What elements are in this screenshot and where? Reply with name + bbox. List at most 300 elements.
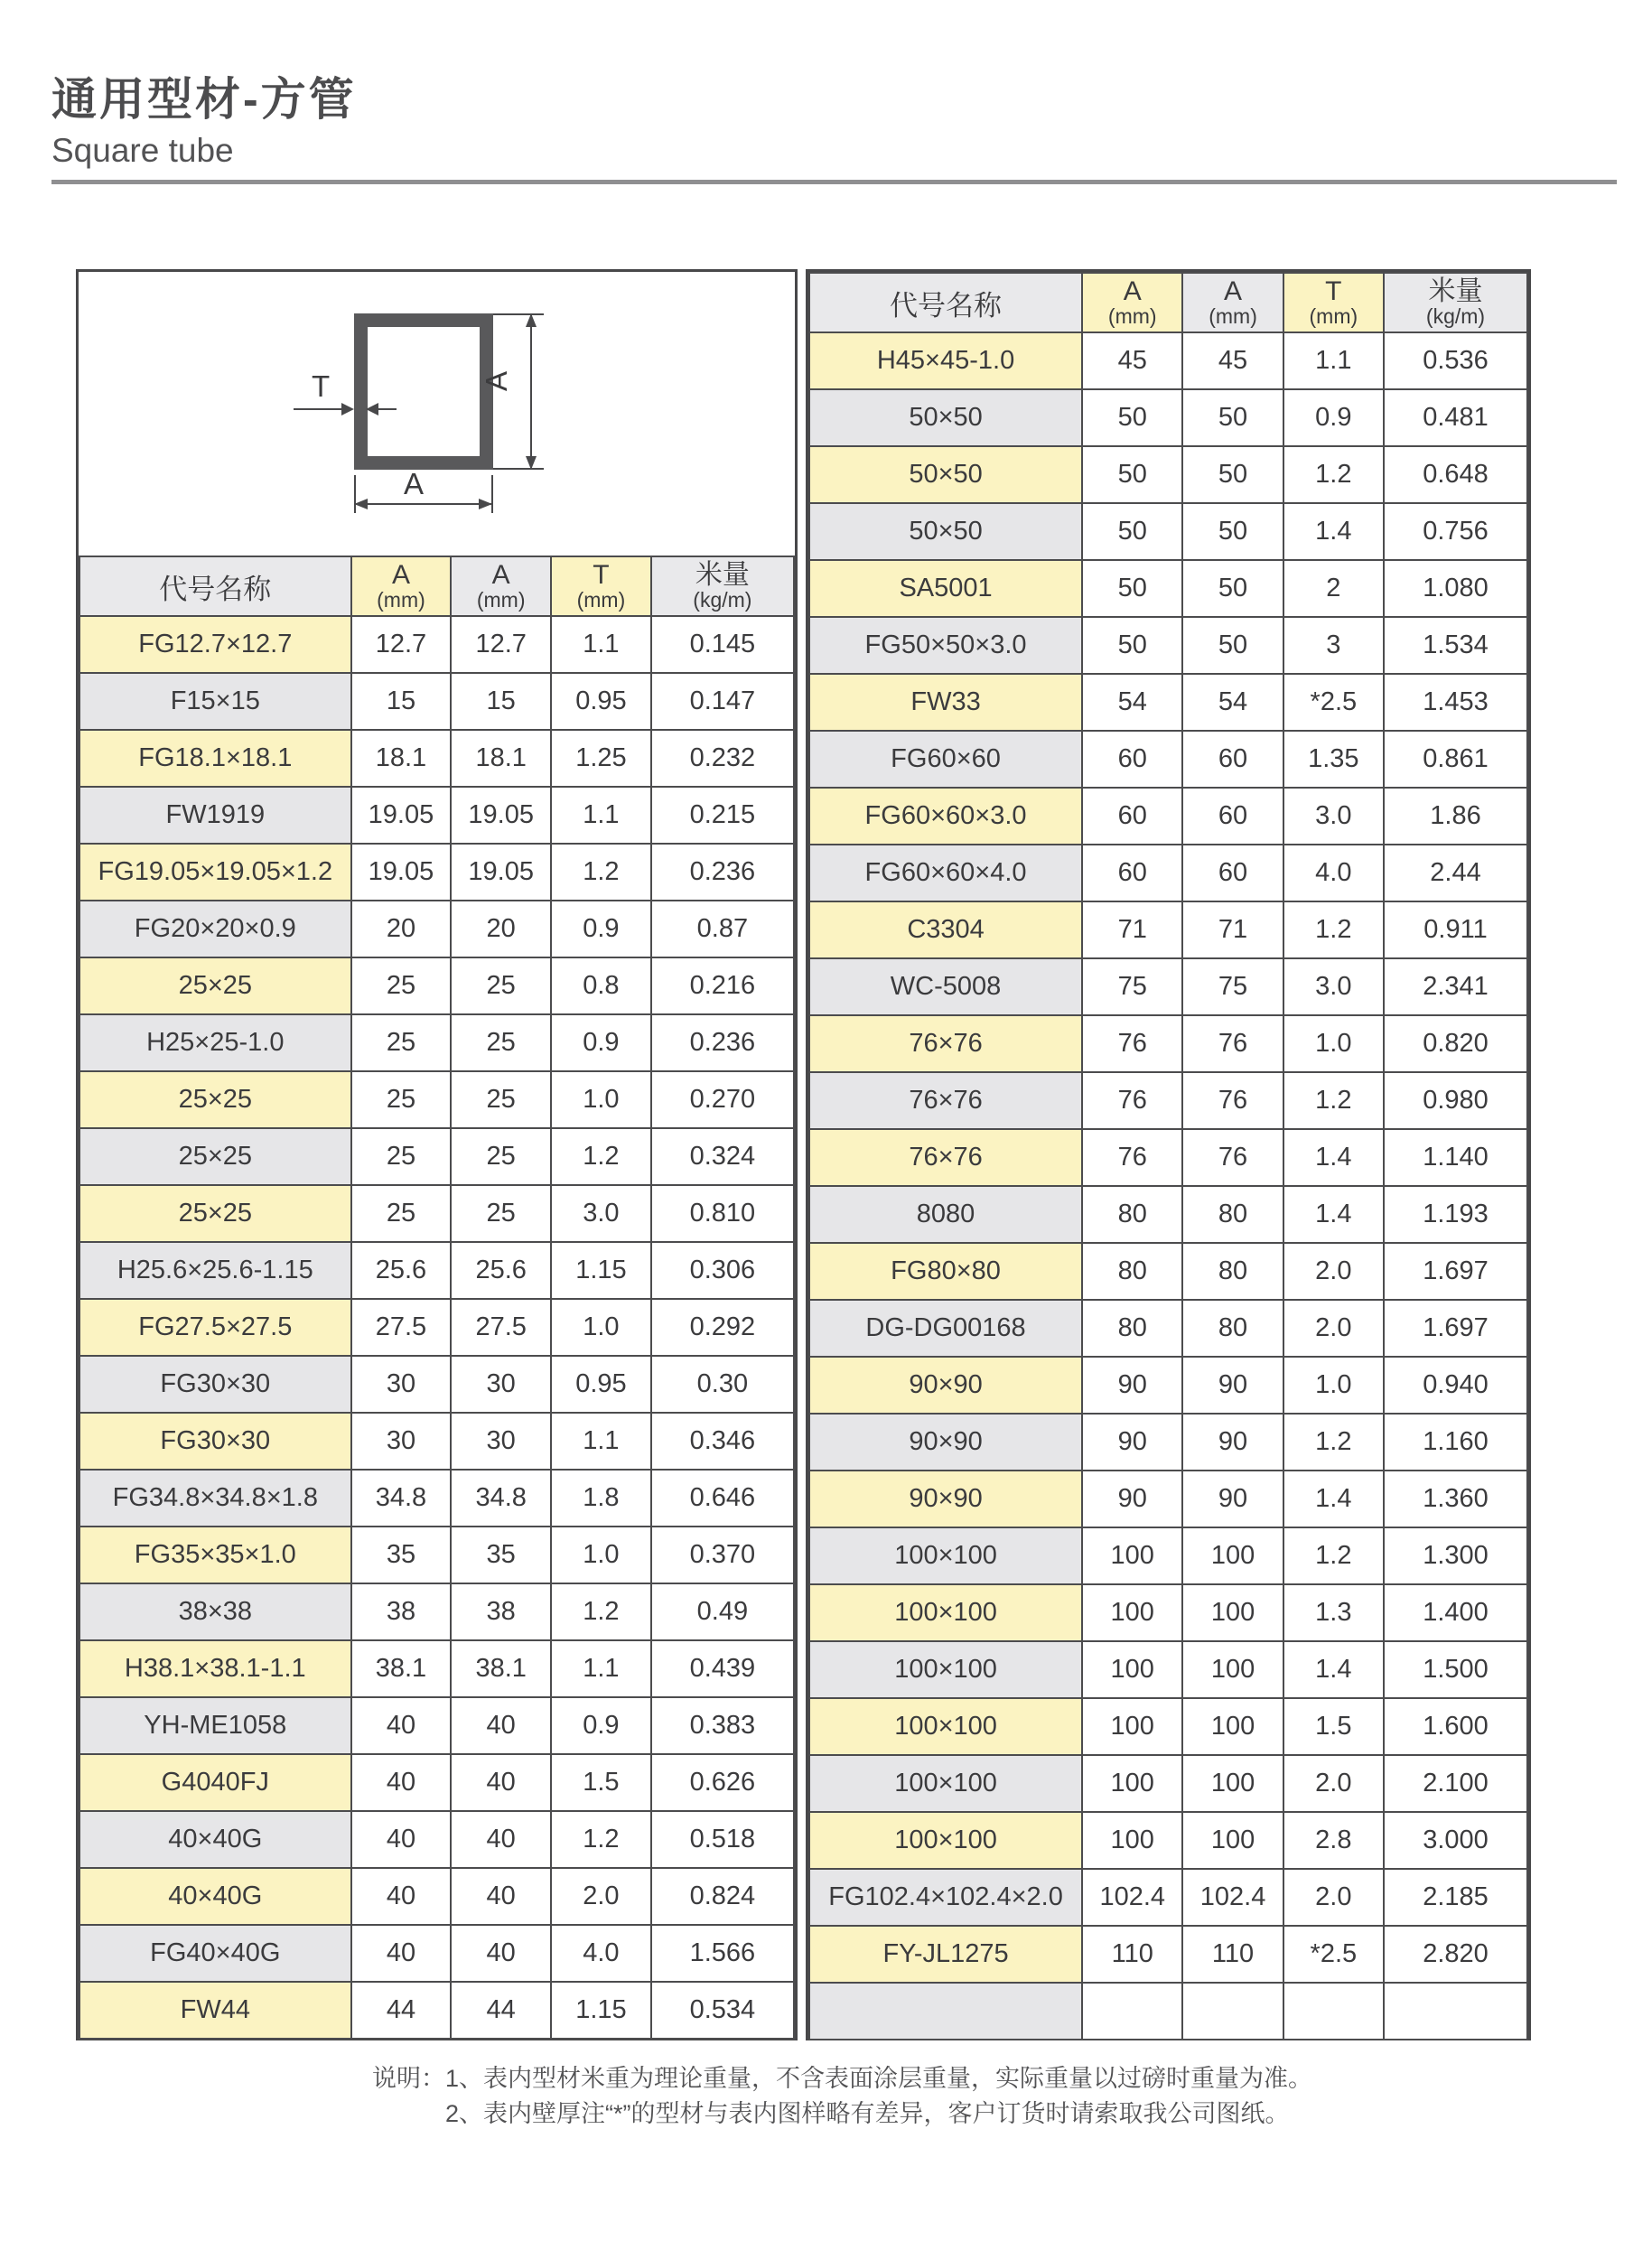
profile-code-cell: 8080 [809,1186,1082,1243]
value-cell: 0.810 [651,1185,794,1242]
value-cell: 0.9 [1283,389,1384,446]
value-cell: 0.861 [1384,731,1527,788]
value-cell: 80 [1182,1300,1283,1357]
value-cell: 3.0 [1283,958,1384,1015]
column-header-code: 代号名称 [809,273,1082,332]
value-cell: 76 [1082,1129,1182,1186]
value-cell: 0.216 [651,957,794,1014]
bottom-dimension-label: A [404,467,425,500]
value-cell: 0.536 [1384,332,1527,389]
profile-code-cell: FW33 [809,674,1082,731]
value-cell: 0.87 [651,901,794,957]
profile-code-cell: 100×100 [809,1527,1082,1584]
table-row [79,616,794,673]
table-row [809,560,1527,617]
table-row [809,1471,1527,1527]
value-cell: 1.300 [1384,1527,1527,1584]
table-row [809,1072,1527,1129]
value-cell: 40 [451,1868,551,1925]
value-cell: 60 [1182,731,1283,788]
value-cell: 71 [1182,901,1283,958]
value-cell: 50 [1082,446,1182,503]
value-cell: 19.05 [351,787,452,844]
value-cell: 0.270 [651,1071,794,1128]
value-cell: 80 [1182,1243,1283,1300]
side-dimension-label: A [480,370,514,392]
value-cell: 40 [351,1811,452,1868]
value-cell: 27.5 [351,1299,452,1356]
value-cell: 27.5 [451,1299,551,1356]
value-cell: 1.2 [1283,1414,1384,1471]
value-cell: 1.2 [551,1811,651,1868]
value-cell: 60 [1082,845,1182,901]
value-cell: 1.160 [1384,1414,1527,1471]
footnote-line-1: 1、表内型材米重为理论重量，不含表面涂层重量，实际重量以过磅时重量为准。 [445,2065,1313,2092]
profile-code-cell: F15×15 [79,673,351,730]
profile-code-cell: FG30×30 [79,1356,351,1413]
page-subtitle: Square tube [51,132,234,169]
value-cell: 60 [1182,788,1283,845]
value-cell: 0.49 [651,1583,794,1640]
profile-code-cell: 25×25 [79,1128,351,1185]
table-row [809,674,1527,731]
value-cell: 1.4 [1283,503,1384,560]
value-cell: 100 [1082,1755,1182,1812]
profile-code-cell: FG19.05×19.05×1.2 [79,844,351,901]
value-cell: 50 [1182,389,1283,446]
column-header-weight: 米量 (kg/m) [651,556,794,616]
arrow-down-icon [526,456,537,470]
value-cell: 15 [451,673,551,730]
table-row [809,958,1527,1015]
dimension-line-horizontal [356,503,491,505]
footnote-prefix: 说明： [372,2065,445,2092]
table-row [79,673,794,730]
table-row [809,332,1527,389]
value-cell: 0.8 [551,957,651,1014]
value-cell: 50 [1182,446,1283,503]
profile-code-cell: FG18.1×18.1 [79,730,351,787]
value-cell: 40 [451,1754,551,1811]
profile-code-cell: 38×38 [79,1583,351,1640]
profile-code-cell: FG34.8×34.8×1.8 [79,1470,351,1527]
value-cell: 1.697 [1384,1243,1527,1300]
value-cell: 50 [1082,617,1182,674]
value-cell: 1.0 [551,1527,651,1583]
value-cell: 76 [1182,1072,1283,1129]
table-row [809,1983,1527,2040]
table-row [79,1071,794,1128]
value-cell: 0.324 [651,1128,794,1185]
right-table-body [809,332,1527,2040]
value-cell: 35 [451,1527,551,1583]
square-tube-cross-section [354,313,493,470]
value-cell: 2.0 [1283,1755,1384,1812]
column-header-t: T (mm) [551,556,651,616]
value-cell: 0.9 [551,901,651,957]
value-cell: 0.383 [651,1697,794,1754]
right-profile-table [808,272,1528,2040]
profile-code-cell: FG60×60 [809,731,1082,788]
value-cell: 76 [1182,1129,1283,1186]
value-cell: 1.3 [1283,1584,1384,1641]
value-cell: 0.911 [1384,901,1527,958]
value-cell: 1.080 [1384,560,1527,617]
value-cell: 2.0 [1283,1300,1384,1357]
value-cell: 1.8 [551,1470,651,1527]
value-cell: 1.0 [551,1299,651,1356]
table-row [809,1869,1527,1926]
profile-code-cell: WC-5008 [809,958,1082,1015]
value-cell: 40 [351,1697,452,1754]
value-cell: 1.15 [551,1982,651,2039]
value-cell: 3.0 [1283,788,1384,845]
table-row [79,1868,794,1925]
table-row [809,1186,1527,1243]
table-row [809,1357,1527,1414]
table-row [79,1413,794,1470]
value-cell: 60 [1082,788,1182,845]
value-cell: 0.518 [651,1811,794,1868]
value-cell: 40 [351,1925,452,1982]
value-cell: 25 [451,1071,551,1128]
value-cell: 0.9 [551,1014,651,1071]
value-cell: 19.05 [451,787,551,844]
profile-code-cell: G4040FJ [79,1754,351,1811]
value-cell: 90 [1082,1414,1182,1471]
profile-code-cell: 50×50 [809,446,1082,503]
table-row [809,1414,1527,1471]
value-cell [1283,1983,1384,2040]
left-profile-table [79,556,795,2040]
footnote-line-2: 2、表内壁厚注“*”的型材与表内图样略有差异，客户订货时请索取我公司图纸。 [445,2100,1290,2127]
value-cell: 100 [1082,1641,1182,1698]
value-cell: 2.0 [1283,1243,1384,1300]
profile-code-cell: FG80×80 [809,1243,1082,1300]
value-cell: 50 [1182,560,1283,617]
value-cell: 100 [1182,1755,1283,1812]
value-cell: 0.95 [551,673,651,730]
value-cell: 76 [1182,1015,1283,1072]
value-cell: 25 [351,1014,452,1071]
value-cell: 19.05 [351,844,452,901]
column-header-a1: A (mm) [351,556,452,616]
profile-code-cell: 100×100 [809,1812,1082,1869]
value-cell: 1.35 [1283,731,1384,788]
value-cell: 1.2 [551,844,651,901]
value-cell: 38 [351,1583,452,1640]
profile-code-cell [809,1983,1082,2040]
value-cell: 80 [1082,1186,1182,1243]
value-cell: 1.1 [551,616,651,673]
profile-code-cell: YH-ME1058 [79,1697,351,1754]
profile-code-cell: 40×40G [79,1868,351,1925]
value-cell: 0.824 [651,1868,794,1925]
value-cell: 45 [1082,332,1182,389]
value-cell: 0.236 [651,844,794,901]
table-row [809,617,1527,674]
value-cell: 25.6 [451,1242,551,1299]
value-cell: 25 [351,957,452,1014]
value-cell: 50 [1082,560,1182,617]
value-cell: 1.0 [551,1071,651,1128]
value-cell: 100 [1082,1698,1182,1755]
value-cell: 25.6 [351,1242,452,1299]
value-cell: 1.140 [1384,1129,1527,1186]
value-cell: 90 [1182,1357,1283,1414]
value-cell: 18.1 [351,730,452,787]
value-cell: 0.95 [551,1356,651,1413]
value-cell: 90 [1182,1414,1283,1471]
profile-code-cell: 76×76 [809,1129,1082,1186]
value-cell: 2.185 [1384,1869,1527,1926]
profile-code-cell: 25×25 [79,957,351,1014]
page-title: 通用型材-方管 [51,74,357,125]
table-row [79,1925,794,1982]
value-cell: 20 [351,901,452,957]
value-cell: 40 [351,1868,452,1925]
value-cell: 54 [1182,674,1283,731]
value-cell: 1.2 [551,1128,651,1185]
table-row [809,1584,1527,1641]
value-cell: 3.000 [1384,1812,1527,1869]
table-row [809,1641,1527,1698]
table-row [79,1527,794,1583]
footnotes [372,2061,1312,2132]
value-cell: 0.9 [551,1697,651,1754]
right-table-header-row [809,273,1527,332]
value-cell: 2 [1283,560,1384,617]
value-cell: 100 [1082,1527,1182,1584]
value-cell: 0.940 [1384,1357,1527,1414]
value-cell: 25 [451,1128,551,1185]
profile-code-cell: H38.1×38.1-1.1 [79,1640,351,1697]
profile-code-cell: FG50×50×3.0 [809,617,1082,674]
value-cell: 1.500 [1384,1641,1527,1698]
profile-code-cell: DG-DG00168 [809,1300,1082,1357]
value-cell: 0.232 [651,730,794,787]
value-cell: 2.0 [1283,1869,1384,1926]
value-cell: 0.215 [651,787,794,844]
column-header-code: 代号名称 [79,556,351,616]
table-row [79,1128,794,1185]
arrow-right-icon [479,499,492,509]
value-cell: 4.0 [1283,845,1384,901]
value-cell: 1.1 [551,1413,651,1470]
value-cell: 0.147 [651,673,794,730]
value-cell: 25 [451,1185,551,1242]
value-cell: 1.1 [551,1640,651,1697]
dimension-line-vertical [530,315,532,468]
value-cell: 0.756 [1384,503,1527,560]
thickness-arrow-right-icon [341,403,354,416]
value-cell: 0.646 [651,1470,794,1527]
profile-code-cell: 25×25 [79,1185,351,1242]
profile-code-cell: 90×90 [809,1471,1082,1527]
value-cell: 34.8 [351,1470,452,1527]
profile-code-cell: FG12.7×12.7 [79,616,351,673]
table-row [809,503,1527,560]
value-cell: 100 [1182,1698,1283,1755]
value-cell: 1.4 [1283,1471,1384,1527]
profile-code-cell: FW44 [79,1982,351,2039]
value-cell: 40 [451,1811,551,1868]
profile-code-cell: H45×45-1.0 [809,332,1082,389]
value-cell: 44 [451,1982,551,2039]
arrow-left-icon [354,499,368,509]
value-cell: 1.4 [1283,1129,1384,1186]
value-cell: 25 [451,957,551,1014]
table-row [79,1356,794,1413]
arrow-up-icon [526,313,537,327]
value-cell: 2.44 [1384,845,1527,901]
value-cell: 30 [351,1356,452,1413]
table-row [809,845,1527,901]
value-cell: 80 [1082,1300,1182,1357]
value-cell: 0.648 [1384,446,1527,503]
value-cell: 100 [1182,1641,1283,1698]
table-row [809,1243,1527,1300]
value-cell: 40 [351,1754,452,1811]
value-cell: 0.145 [651,616,794,673]
value-cell: 0.236 [651,1014,794,1071]
table-row [79,1982,794,2039]
value-cell: 35 [351,1527,452,1583]
value-cell: 1.697 [1384,1300,1527,1357]
value-cell: 1.1 [551,787,651,844]
value-cell [1082,1983,1182,2040]
value-cell: 1.4 [1283,1186,1384,1243]
value-cell: 0.292 [651,1299,794,1356]
value-cell: 0.534 [651,1982,794,2039]
profile-code-cell: FG102.4×102.4×2.0 [809,1869,1082,1926]
value-cell: 2.820 [1384,1926,1527,1983]
value-cell: 1.534 [1384,617,1527,674]
value-cell: 25 [451,1014,551,1071]
profile-code-cell: 25×25 [79,1071,351,1128]
value-cell: 75 [1082,958,1182,1015]
table-row [809,1300,1527,1357]
table-row [79,1583,794,1640]
profile-code-cell: 100×100 [809,1698,1082,1755]
value-cell: 1.5 [551,1754,651,1811]
value-cell: 1.400 [1384,1584,1527,1641]
table-row [79,1811,794,1868]
value-cell: 40 [451,1925,551,1982]
value-cell: 20 [451,901,551,957]
value-cell: 1.2 [1283,1072,1384,1129]
column-header-t: T (mm) [1283,273,1384,332]
value-cell [1182,1983,1283,2040]
table-row [809,1527,1527,1584]
table-row [79,1470,794,1527]
column-header-a1: A (mm) [1082,273,1182,332]
value-cell: 1.2 [1283,901,1384,958]
value-cell: 30 [351,1413,452,1470]
value-cell: 90 [1182,1471,1283,1527]
left-table-body [79,616,794,2039]
value-cell: 0.439 [651,1640,794,1697]
thickness-arrow-left-icon [366,403,378,416]
table-row [79,844,794,901]
profile-code-cell: 50×50 [809,389,1082,446]
column-header-weight: 米量 (kg/m) [1384,273,1527,332]
value-cell: 1.0 [1283,1015,1384,1072]
value-cell: 0.306 [651,1242,794,1299]
right-panel [806,269,1531,2040]
profile-code-cell: 100×100 [809,1755,1082,1812]
table-row [79,1014,794,1071]
value-cell: 80 [1182,1186,1283,1243]
table-row [79,1185,794,1242]
value-cell: 1.86 [1384,788,1527,845]
value-cell: 4.0 [551,1925,651,1982]
table-row [79,1242,794,1299]
value-cell: 1.193 [1384,1186,1527,1243]
profile-code-cell: 50×50 [809,503,1082,560]
profile-code-cell: 100×100 [809,1641,1082,1698]
profile-code-cell: FW1919 [79,787,351,844]
value-cell: 50 [1082,389,1182,446]
value-cell: *2.5 [1283,1926,1384,1983]
value-cell: 71 [1082,901,1182,958]
value-cell: 3 [1283,617,1384,674]
value-cell: 19.05 [451,844,551,901]
table-row [79,1299,794,1356]
table-row [809,901,1527,958]
value-cell: 1.2 [551,1583,651,1640]
value-cell: 2.8 [1283,1812,1384,1869]
value-cell: 38.1 [451,1640,551,1697]
value-cell: 50 [1182,503,1283,560]
profile-code-cell: FG27.5×27.5 [79,1299,351,1356]
table-row [809,446,1527,503]
table-row [79,730,794,787]
value-cell: 1.2 [1283,1527,1384,1584]
profile-code-cell: 76×76 [809,1072,1082,1129]
table-row [809,1129,1527,1186]
value-cell: 102.4 [1182,1869,1283,1926]
profile-code-cell: H25×25-1.0 [79,1014,351,1071]
value-cell: *2.5 [1283,674,1384,731]
value-cell: 12.7 [451,616,551,673]
value-cell: 0.346 [651,1413,794,1470]
table-row [79,1697,794,1754]
value-cell: 34.8 [451,1470,551,1527]
value-cell: 1.0 [1283,1357,1384,1414]
value-cell: 80 [1082,1243,1182,1300]
value-cell: 25 [351,1185,452,1242]
value-cell: 0.820 [1384,1015,1527,1072]
value-cell: 50 [1182,617,1283,674]
profile-code-cell: 40×40G [79,1811,351,1868]
header-divider [51,180,1617,184]
value-cell: 54 [1082,674,1182,731]
profile-code-cell: FG60×60×4.0 [809,845,1082,901]
table-row [809,731,1527,788]
table-row [79,787,794,844]
value-cell: 44 [351,1982,452,2039]
table-row [79,957,794,1014]
value-cell: 1.25 [551,730,651,787]
value-cell: 90 [1082,1471,1182,1527]
profile-code-cell: FY-JL1275 [809,1926,1082,1983]
profile-code-cell: 100×100 [809,1584,1082,1641]
column-header-a2: A (mm) [451,556,551,616]
value-cell: 40 [451,1697,551,1754]
value-cell: 75 [1182,958,1283,1015]
profile-code-cell: 90×90 [809,1414,1082,1471]
